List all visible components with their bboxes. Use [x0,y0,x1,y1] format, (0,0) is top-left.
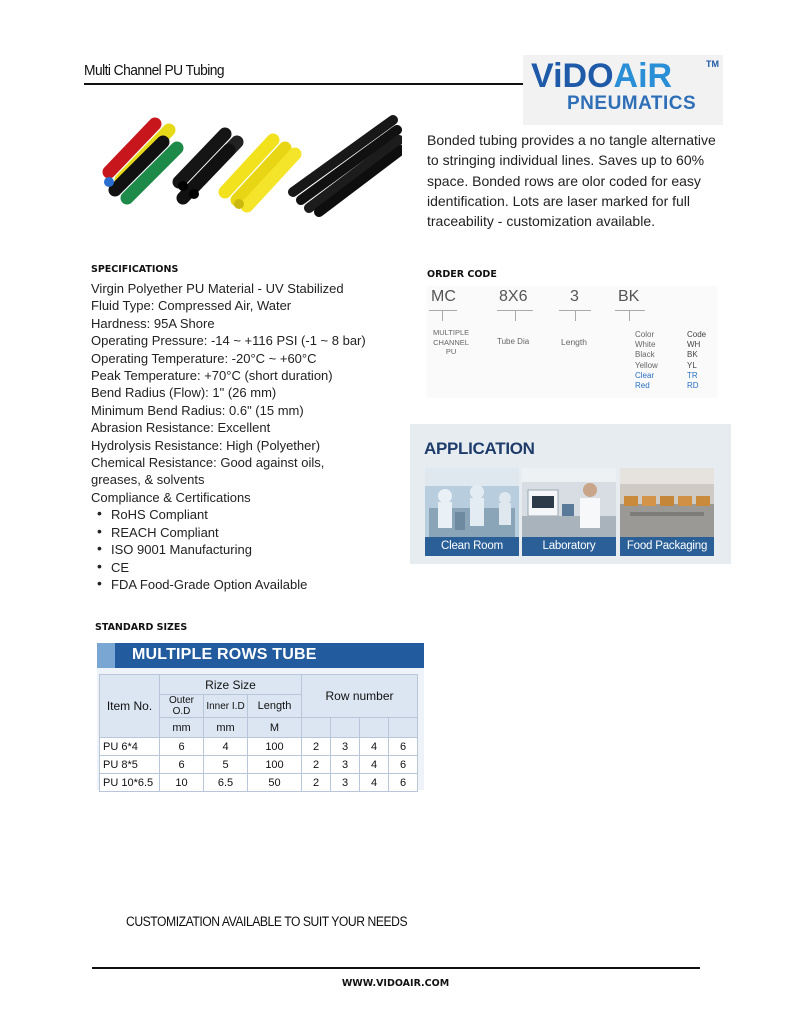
sizes-table [99,674,418,792]
order-code-length-label: Length [561,337,587,347]
order-code-mc: MC [431,288,456,305]
sizes-header-row [100,675,418,695]
vidoair-logo [523,55,723,125]
compliance-list [91,506,391,593]
unit-blank [331,718,360,738]
mc-label-line: PU [445,347,457,356]
tube-bundle-rgby [104,124,177,198]
spec-line: Minimum Bend Radius: 0.6" (15 mm) [91,402,304,418]
row-cell: 2 [302,738,331,756]
unit-blank [302,718,331,738]
order-code-dia-label: Tube Dia [497,337,530,346]
order-code-color: BK [618,288,640,305]
color-name: Black [635,350,655,360]
outer-od-header: Outer O.D [160,695,204,718]
length-cell: 50 [248,774,302,792]
food-packaging-photo [620,468,714,538]
trademark-mark: TM [706,59,719,69]
standard-sizes-table-panel [97,643,424,790]
row-cell: 4 [360,774,389,792]
application-panel [410,424,731,564]
color-code-row [635,350,706,360]
inner-cell: 5 [204,756,248,774]
color-code: YL [687,360,697,370]
order-code-heading: ORDER CODE [427,269,497,280]
outer-cell: 6 [160,738,204,756]
laboratory-photo [522,468,616,538]
banner-accent [97,643,115,668]
order-code-tick [575,310,576,321]
row-cell: 3 [331,738,360,756]
unit-blank [389,718,418,738]
order-code-underline [429,310,457,311]
color-code: WH [687,340,701,350]
length-cell: 100 [248,738,302,756]
row-cell: 2 [302,756,331,774]
spec-line: Abrasion Resistance: Excellent [91,420,271,436]
order-code-diagram [427,286,717,398]
multiple-rows-banner [97,643,424,668]
spec-line: Compliance & Certifications [91,489,251,505]
table-row [100,756,418,774]
code-header: Code [687,330,707,339]
row-cell: 4 [360,738,389,756]
spec-line: Operating Pressure: -14 ~ +116 PSI (-1 ~ 8 bar) [91,333,366,349]
order-code-underline [615,310,645,311]
row-cell: 6 [389,774,418,792]
logo-subtitle: PNEUMATICS [567,93,697,114]
color-name: Clear [635,370,655,380]
standard-sizes-heading: STANDARD SIZES [95,622,188,633]
application-card-clean-room [425,468,519,556]
specifications-list [91,280,391,593]
application-caption: Food Packaging [620,537,714,556]
color-name: White [635,340,656,350]
spec-line: Hydrolysis Resistance: High (Polyether) [91,437,321,453]
color-code: TR [687,370,698,380]
spec-line: Bend Radius (Flow): 1" (26 mm) [91,385,277,401]
outer-cell: 6 [160,756,204,774]
color-code: RD [687,381,699,391]
color-code-row [635,340,706,350]
unit-length: M [248,718,302,738]
title-rule [84,83,524,85]
color-code-row [635,371,706,381]
row-cell: 2 [302,774,331,792]
mc-label-line: CHANNEL [433,337,469,347]
compliance-item: • CE [91,559,391,576]
order-code-mc-label [433,328,469,357]
length-header: Length [248,695,302,718]
item-no-cell: PU 10*6.5 [100,774,160,792]
inner-cell: 4 [204,738,248,756]
application-caption: Laboratory [522,537,616,556]
inner-cell: 6.5 [204,774,248,792]
order-code-tick [442,310,443,321]
size-group-header: Rize Size [160,675,302,695]
application-card-food-packaging [620,468,714,556]
color-code-row [635,381,706,391]
inner-id-header: Inner I.D [204,695,248,718]
color-header: Color [635,330,655,339]
mc-label-line: MULTIPLE [433,328,470,337]
row-cell: 4 [360,756,389,774]
logo-wordmark [531,57,672,96]
item-no-cell: PU 8*5 [100,756,160,774]
table-row [100,774,418,792]
row-cell: 3 [331,774,360,792]
unit-outer: mm [160,718,204,738]
clean-room-photo [425,468,519,538]
item-no-header: Item No. [100,675,160,738]
spec-line: Fluid Type: Compressed Air, Water [91,298,292,314]
unit-inner: mm [204,718,248,738]
banner-title: MULTIPLE ROWS TUBE [132,646,317,663]
order-code-tick [629,310,630,321]
footer-website[interactable]: WWW.VIDOAIR.COM [341,978,450,989]
order-code-diameter: 8X6 [499,288,528,305]
compliance-item: • REACH Compliant [91,524,391,541]
tubing-product-image [97,110,402,220]
application-caption: Clean Room [425,537,519,556]
spec-line: Virgin Polyether PU Material - UV Stabilized [91,281,344,296]
intro-paragraph: Bonded tubing provides a no tangle alternative to stringing individual lines. Saves up to 60% space. Bonded rows are olor coded for easy identification. Lots are laser marked for full traceability - customization available. [427,132,716,230]
row-number-header: Row number [302,675,418,718]
application-heading: APPLICATION [424,439,535,458]
outer-cell: 10 [160,774,204,792]
spec-line: Peak Temperature: +70°C (short duration) [91,368,333,384]
color-code: BK [687,350,698,360]
row-cell: 6 [389,756,418,774]
logo-wordmark-part1: ViDO [531,57,614,95]
tube-bundle-long-black [293,120,401,212]
unit-blank [360,718,389,738]
item-no-cell: PU 6*4 [100,738,160,756]
color-code-table [635,330,706,391]
color-name: Red [635,381,650,391]
compliance-item: • FDA Food-Grade Option Available [91,576,391,593]
specifications-heading: SPECIFICATIONS [91,264,179,275]
spec-line: Chemical Resistance: Good against oils, [91,455,325,471]
compliance-item: • RoHS Compliant [91,506,391,523]
application-card-laboratory [522,468,616,556]
spec-line: greases, & solvents [91,472,205,488]
spec-line: Operating Temperature: -20°C ~ +60°C [91,350,317,366]
spec-line: Hardness: 95A Shore [91,315,215,331]
compliance-item: • ISO 9001 Manufacturing [91,541,391,558]
footer-rule [92,967,700,969]
color-name: Yellow [635,360,658,370]
order-code-length: 3 [570,288,579,305]
row-cell: 3 [331,756,360,774]
customization-note: CUSTOMIZATION AVAILABLE TO SUIT YOUR NEEDS [126,914,408,929]
logo-wordmark-part2: AiR [613,57,673,95]
order-code-tick [515,310,516,321]
color-code-row [635,361,706,371]
color-code-header [635,330,706,340]
length-cell: 100 [248,756,302,774]
row-cell: 6 [389,738,418,756]
table-row [100,738,418,756]
page-title: Multi Channel PU Tubing [84,62,224,79]
